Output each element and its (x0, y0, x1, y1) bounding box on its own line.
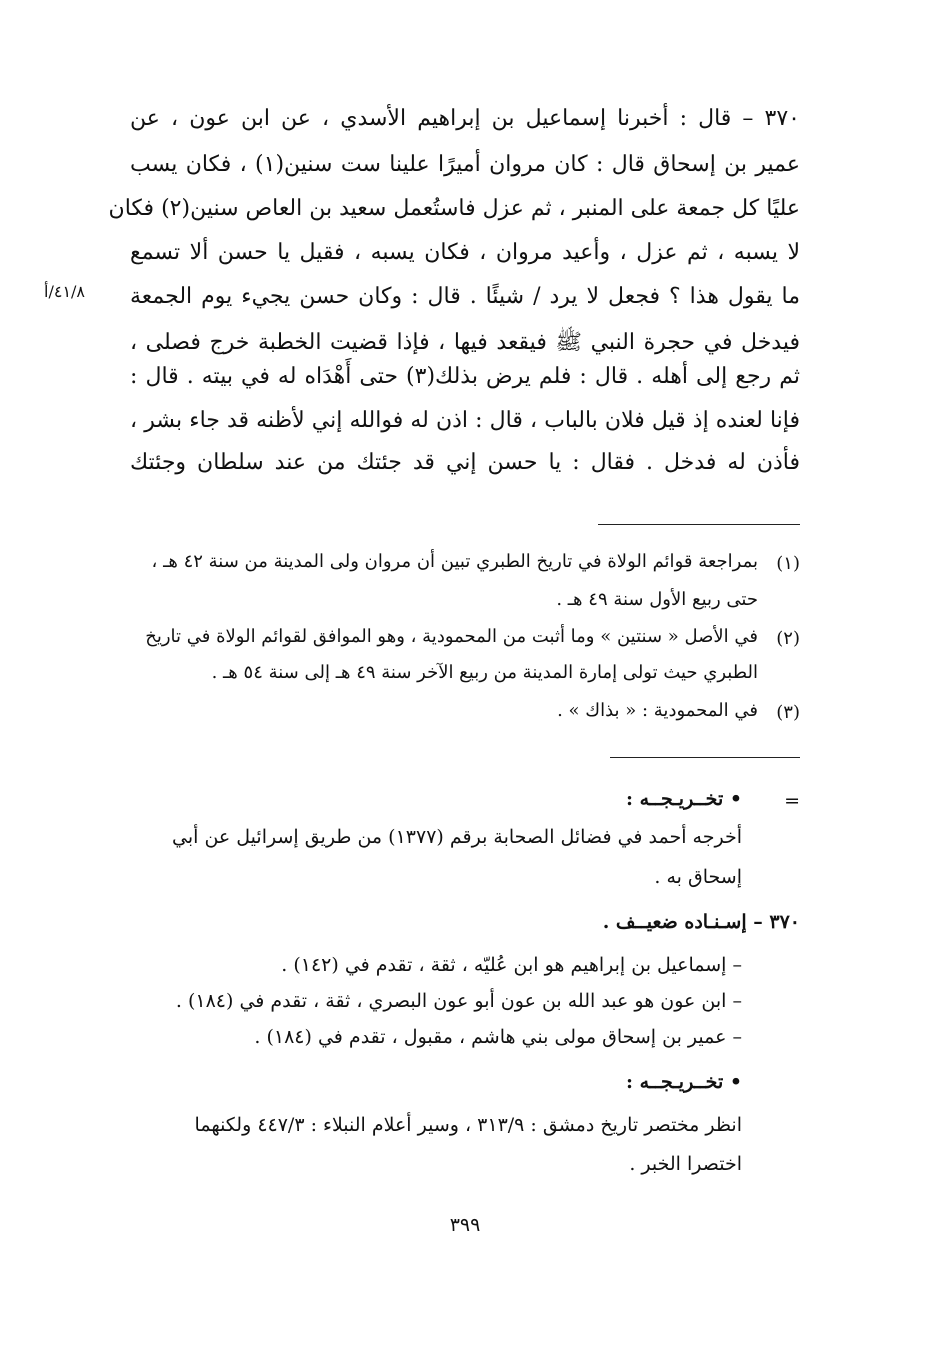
footnote-line: في المحمودية : « بذاك » . (557, 700, 758, 721)
footnote-number: (٣) (776, 702, 800, 723)
footnote-number: (١) (776, 553, 800, 574)
takhrij-heading: • تخــريـجــه : (626, 1071, 742, 1093)
main-text-line: عمير بن إسحاق قال : كان مروان أميرًا علينا ست سنين(١) ، فكان يسب (130, 152, 800, 177)
main-text-line: فيدخل في حجرة النبي ﷺ فيقعد فيها ، فإذا قضيت الخطبة خرج فصلى ، (130, 330, 800, 355)
takhrij-line: إسحاق به . (654, 866, 742, 888)
footnote-line: في الأصل « سنتين » وما أثبت من المحمودية ، وهو الموافق لقوائم الولاة في تاريخ (145, 626, 758, 647)
commentary-separator (610, 757, 800, 758)
manuscript-folio-reference: ٤١/٨/أ (44, 282, 86, 301)
main-text-line: فإنا لعنده إذ قيل فلان بالباب ، قال : اذن له فوالله إني لأظنه قد جاء بشر ، (130, 408, 800, 433)
isnad-heading: ٣٧٠ – إسـنـاده ضعيــف . (602, 911, 800, 933)
continuation-mark: = (784, 790, 800, 812)
footnote-line: بمراجعة قوائم الولاة في تاريخ الطبري تبين أن مروان ولى المدينة من سنة ٤٢ هـ ، (151, 551, 758, 572)
page-number: ٣٩٩ (449, 1214, 481, 1236)
takhrij-line: انظر مختصر تاريخ دمشق : ٣١٣/٩ ، وسير أعلام النبلاء : ٤٤٧/٣ ولكنهما (194, 1114, 742, 1136)
main-text-line: فأذن له فدخل . فقال : يا حسن إني قد جئتك من عند سلطان وجئتك (130, 450, 800, 475)
main-text-line: لا يسبه ، ثم عزل ، وأعيد مروان ، فكان يسبه ، فقيل يا حسن ألا تسمع (130, 240, 800, 265)
footnote-line: الطبري حيث تولى إمارة المدينة من ربيع الآخر سنة ٤٩ هـ إلى سنة ٥٤ هـ . (211, 662, 758, 683)
isnad-narrator-item: – عمير بن إسحاق مولى بني هاشم ، مقبول ، تقدم في (١٨٤) . (254, 1026, 742, 1048)
footnote-line: حتى ربيع الأول سنة ٤٩ هـ . (556, 589, 758, 610)
main-text-line: ما يقول هذا ؟ فجعل لا يرد / شيئًا . قال : وكان حسن يجيء يوم الجمعة (130, 284, 800, 309)
footnote-separator (598, 524, 800, 525)
takhrij-heading: • تخــريـجــه : (626, 788, 742, 810)
main-text-line: ٣٧٠ – قال : أخبرنا إسماعيل بن إبراهيم الأسدي ، عن ابن عون ، عن (130, 106, 800, 131)
isnad-narrator-item: – ابن عون هو عبد الله بن عون أبو عون البصري ، ثقة ، تقدم في (١٨٤) . (175, 990, 742, 1012)
main-text-line: عليًا كل جمعة على المنبر ، ثم عزل فاستُعمل سعيد بن العاص سنين(٢) فكان (108, 196, 800, 221)
isnad-narrator-item: – إسماعيل بن إبراهيم هو ابن عُليّه ، ثقة ، تقدم في (١٤٢) . (281, 954, 742, 976)
footnote-number: (٢) (776, 628, 800, 649)
main-text-line: ثم رجع إلى أهله . قال : فلم يرض بذلك(٣) حتى أَهْدَاه له في بيته . قال : (130, 364, 800, 389)
takhrij-line: اختصرا الخبر . (629, 1153, 742, 1175)
takhrij-line: أخرجه أحمد في فضائل الصحابة برقم (١٣٧٧) من طريق إسرائيل عن أبي (172, 826, 742, 848)
